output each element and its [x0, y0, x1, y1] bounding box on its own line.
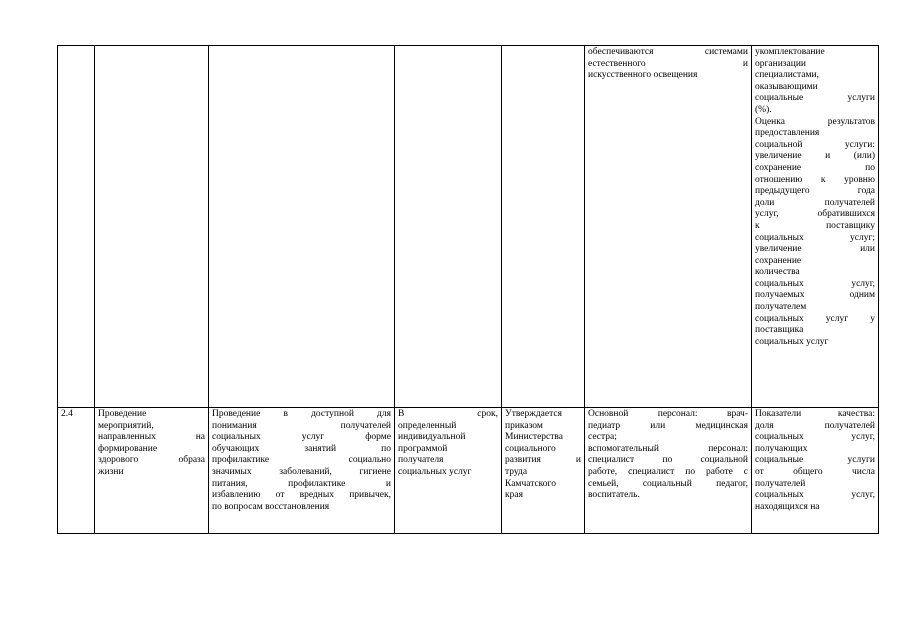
text-line: организации [755, 58, 807, 69]
text-line: социальных услуг [398, 466, 472, 477]
cell-service-name [95, 408, 209, 534]
text-line: социальных услуг [755, 336, 829, 347]
text-line: увеличение или [755, 244, 875, 255]
text-line: Показатели качества: [755, 409, 875, 419]
text-line: обеспечиваются системами [588, 47, 748, 57]
text-line: укомплектование [755, 47, 825, 57]
text-line: мероприятий, [98, 420, 154, 431]
text-line: социальные услуги [755, 455, 875, 466]
text-line: формирование [98, 443, 158, 454]
services-table [57, 45, 879, 534]
text-line: труда [505, 466, 528, 477]
text-line: количества [755, 267, 800, 278]
text-line: специалист по социальной [588, 455, 748, 466]
cell-service-term [395, 408, 502, 534]
text-line: находящихся на [755, 501, 820, 512]
text-line: приказом [505, 420, 543, 431]
text-line: работе, специалист по работе с [588, 466, 748, 477]
text-line: индивидуальной [398, 432, 466, 443]
text-line: Проведение в доступной для [212, 409, 391, 419]
text-line: Утверждается [505, 409, 562, 419]
text-line: отношению к уровню [755, 174, 875, 185]
cell-number [58, 46, 95, 408]
text-line: получаемых одним [755, 290, 875, 301]
cell-quality-indicators [752, 408, 879, 534]
text-line: сохранение по [755, 162, 875, 173]
text-line: получателем [755, 302, 807, 313]
text-line: вспомогательный персонал: [588, 443, 748, 454]
text-line: доли получателей [755, 197, 875, 208]
text-line: жизни [98, 466, 124, 477]
cell-number [58, 408, 95, 534]
cell-service-name [95, 46, 209, 408]
cell-service-conditions [585, 46, 752, 408]
text-line: от общего числа [755, 466, 875, 477]
table-row [58, 408, 879, 534]
text-line: профилактике социально [212, 455, 391, 466]
text-line: Министерства [505, 432, 563, 443]
cell-service-term [395, 46, 502, 408]
text-line: питания, профилактике и [212, 478, 391, 489]
text-line: сохранение [755, 255, 802, 266]
text-line: Основной персонал: врач- [588, 409, 748, 419]
text-line: направленных на [98, 432, 205, 443]
text-line: предыдущего года [755, 186, 875, 197]
text-line: предоставления [755, 128, 820, 139]
text-line: понимания получателей [212, 420, 391, 431]
text-line: социальных услуг, [755, 432, 875, 443]
table-row [58, 46, 879, 408]
text-line: социальных услуг, [755, 490, 875, 501]
text-line: социальных услуг форме [212, 432, 391, 443]
text-line: получателей [755, 478, 806, 489]
cell-service-description [209, 408, 395, 534]
text-line: семьей, социальный педагог, [588, 478, 748, 489]
cell-quality-indicators [752, 46, 879, 408]
text-line: Оценка результатов [755, 116, 875, 127]
text-line: услуг, обратившихся [755, 209, 875, 220]
text-line: развития и [505, 455, 581, 466]
text-line: воспитатель. [588, 490, 640, 501]
text-line: педиатр или медицинская [588, 420, 748, 431]
text-line: поставщика [755, 325, 804, 336]
text-line: получателя [398, 455, 444, 466]
text-line: Камчатского [505, 478, 556, 489]
text-line: доля получателей [755, 420, 875, 431]
cell-service-cost [502, 408, 585, 534]
text-line: социальные услуги [755, 93, 875, 104]
text-line: определенный [398, 420, 457, 431]
cell-service-description [209, 46, 395, 408]
text-line: социального [505, 443, 556, 454]
row-number: 2.4 [61, 409, 73, 419]
text-line: социальных услуг, [755, 278, 875, 289]
text-line: Проведение [98, 409, 147, 419]
cell-service-cost [502, 46, 585, 408]
text-line: искусственного освещения [588, 70, 698, 81]
text-line: В срок, [398, 409, 498, 419]
text-line: края [505, 490, 523, 501]
text-line: получающих [755, 443, 808, 454]
text-line: социальных услуг; [755, 232, 875, 243]
text-line: специалистами, [755, 70, 819, 81]
text-line: значимых заболеваний, гигиене [212, 466, 391, 477]
text-line: здорового образа [98, 455, 205, 466]
text-line: к поставщику [755, 220, 875, 231]
text-line: избавлению от вредных привычек, [212, 490, 391, 501]
text-line: социальной услуги: [755, 139, 875, 150]
text-line: увеличение и (или) [755, 151, 875, 162]
text-line: оказывающими [755, 81, 818, 92]
text-line: естественного и [588, 58, 748, 69]
text-line: обучающих занятий по [212, 443, 391, 454]
cell-service-conditions [585, 408, 752, 534]
text-line: программой [398, 443, 448, 454]
text-line: по вопросам восстановления [212, 501, 330, 512]
text-line: социальных услуг у [755, 313, 875, 324]
text-line: (%). [755, 104, 772, 115]
text-line: сестра; [588, 432, 617, 443]
